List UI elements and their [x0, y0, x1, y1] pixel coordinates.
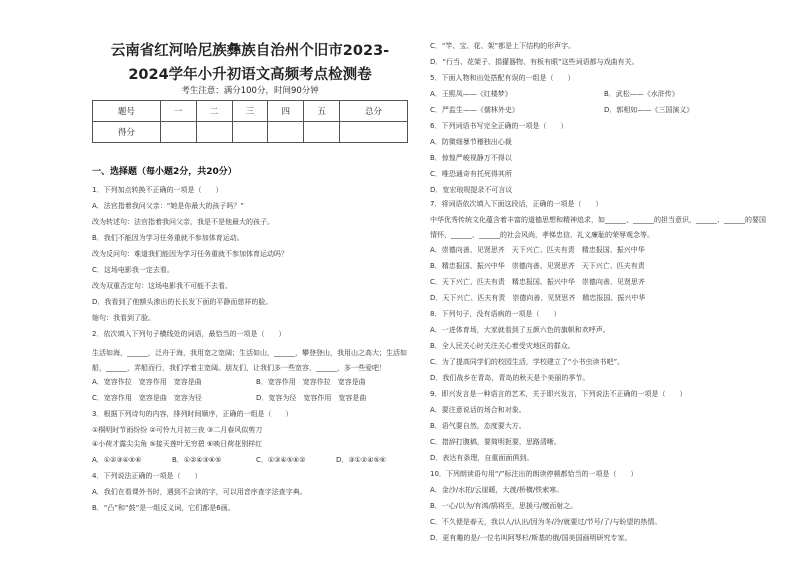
score-header-cell: 四	[268, 101, 304, 122]
question-line: 改为转述句：法官指着我问父亲，我是不是他最大的孩子。	[92, 218, 274, 226]
score-header-cell: 五	[304, 101, 340, 122]
option-q8-c[interactable]: C．为了提高同学们的校园生活，学校建立了“小书虫读书吧”。	[430, 358, 625, 366]
score-table-header-row	[93, 101, 408, 122]
question-line: D．“行当、花架子、捐獾器物、有板有眼”这些词语都与戏曲有关。	[430, 58, 639, 66]
option-q5-a[interactable]: A．王熙凤——《红楼梦》	[430, 90, 512, 98]
option-q7-c[interactable]: C．天下兴亡、匹夫有责 精忠报国、振兴中华 崇德向善、见贤思齐	[430, 278, 645, 286]
score-cell[interactable]	[340, 122, 408, 143]
score-cell[interactable]	[268, 122, 304, 143]
score-cell[interactable]	[196, 122, 232, 143]
score-header-cell: 二	[196, 101, 232, 122]
option-q3-c[interactable]: C．①③④⑤⑥②	[256, 456, 306, 464]
score-cell[interactable]	[304, 122, 340, 143]
option-q9-a[interactable]: A．要注意说话的场合和对象。	[430, 406, 526, 414]
score-header-cell: 总分	[340, 101, 408, 122]
question-line: 改为双重否定句：这场电影我不可能不去看。	[92, 282, 232, 290]
option-q10-b[interactable]: B．一心/以为/有鸿/鹄将至，思援弓/缴而射之。	[430, 502, 578, 510]
question-line: 6．下列词语书写完全正确的一项是（ ）	[430, 122, 568, 130]
option-q8-d[interactable]: D．我们战乡在青岛，青岛的秋天是个美丽的季节。	[430, 374, 590, 382]
score-cell[interactable]	[160, 122, 196, 143]
question-line: ①桐明时节雨纷纷 ②可怜九月初三夜 ③二月春风似剪刀	[92, 426, 263, 434]
question-passage: 中华优秀传统文化蕴含着丰富的道德思想和精神追求，如______、______的担当意识，______、______的要国情怀，______、______的社会风尚，孝悌忠信、礼义廉耻的荣辱观念等。	[430, 216, 766, 239]
question-line: D．我看到了他额头渗出的长长发下面的平静而慈祥的脸。	[92, 298, 273, 306]
question-line: A．法官指着我问父亲：“她是你最大的孩子吗？”	[92, 202, 245, 210]
option-q3-b[interactable]: B．①②④③⑥⑤	[172, 456, 222, 464]
question-line: 改为反问句：难道我们能因为学习任务重就不参加体育运动吗？	[92, 250, 288, 258]
option-q6-d[interactable]: D．宽宏琅规提录不可言议	[430, 186, 513, 194]
score-header-cell: 三	[232, 101, 268, 122]
question-line: B．“凸”和“鼓”是一组反义词，它们都是6画。	[92, 504, 235, 512]
question-line: 7．将词语依次填入下面这段话，正确的一项是（ ）	[430, 200, 603, 208]
question-line: 5．下面人物和出处搭配有误的一组是（ ）	[430, 74, 575, 82]
score-header-cell: 一	[160, 101, 196, 122]
option-q10-d[interactable]: D．更有趣的是/一位名叫阿琴杉/斯基的俄/国美国画明研究专家。	[430, 534, 632, 542]
score-row-label: 得分	[93, 122, 161, 143]
option-q6-c[interactable]: C．唯恐通奇有托死得其所	[430, 170, 512, 178]
score-cell[interactable]	[232, 122, 268, 143]
option-q2-b[interactable]: B．宽容作用 宽容作拉 宽容是曲	[256, 378, 366, 386]
score-header-cell: 题号	[93, 101, 161, 122]
option-q10-a[interactable]: A．金沙/水拍/云崖暖，大渡/桥横/铁索寒。	[430, 486, 564, 494]
score-table-score-row	[93, 122, 408, 143]
question-line: B．我们不能因为学习任务重就不参加体育运动。	[92, 234, 244, 242]
question-line: 缩句：我看到了脸。	[92, 314, 155, 322]
option-q9-d[interactable]: D．表达有条理，自重面面俱到。	[430, 454, 534, 462]
question-line: 2．依次填入下列句子横线处的词语，最恰当的一项是（ ）	[92, 330, 286, 338]
question-line: C．“竿、宝、花、架”都是上下结构的形声字。	[430, 42, 576, 50]
option-q3-d[interactable]: D．③①②④⑤⑥	[336, 456, 387, 464]
option-q5-c[interactable]: C．严监生——《儒林外史》	[430, 106, 519, 114]
option-q6-b[interactable]: B．惊惶严峻视静万不得以	[430, 154, 512, 162]
option-q10-c[interactable]: C．不久便是春天，我以人/认出/因为冬/冷/就要过/节号/了/与盼望的热情。	[430, 518, 662, 526]
option-q7-d[interactable]: D．天下兴亡、匹夫有责 崇德向善、见贤思齐 精忠报国、振兴中华	[430, 294, 646, 302]
question-line: 4．下列说法正确的一项是（ ）	[92, 472, 202, 480]
question-line: 3．根据下列诗句的内容，排列时间顺序，正确的一组是（ ）	[92, 410, 293, 418]
page-title: 云南省红河哈尼族彝族自治州个旧市2023-2024学年小升初语文高频考点检测卷	[110, 43, 390, 83]
option-q7-a[interactable]: A．崇德向善、见贤思齐 天下兴亡、匹夫有责 精忠报国、振兴中华	[430, 246, 645, 254]
option-q8-b[interactable]: B．全人民关心时关注关心着受灾地区的群众。	[430, 342, 575, 350]
question-line: C．这场电影我一定去看。	[92, 266, 174, 274]
question-line: 8．下列句子，没有语病的一项是（ ）	[430, 310, 561, 318]
option-q2-c[interactable]: C．宽容作用 宽容是曲 宽容为径	[92, 394, 202, 402]
exam-note: 考生注意：满分100分，时间90分钟	[181, 86, 319, 96]
option-q9-c[interactable]: C．措辞打腹稿，要简明扼要，思路清晰。	[430, 438, 561, 446]
option-q3-a[interactable]: A．①②③④⑤⑥	[92, 456, 142, 464]
question-line: ④小荷才露尖尖角 ⑤接天莲叶无穷碧 ⑥映日荷花别样红	[92, 440, 263, 448]
question-line: 1．下列加点转换不正确的一项是（ ）	[92, 186, 223, 194]
option-q7-b[interactable]: B．精忠报国、振兴中华 崇德向善、见贤思齐 天下兴亡、匹夫有责	[430, 262, 645, 270]
option-q2-d[interactable]: D．宽容为径 宽容作用 宽容是曲	[256, 394, 367, 402]
option-q5-b[interactable]: B．武松——《水浒传》	[604, 90, 679, 98]
option-q6-a[interactable]: A．防微细暴节稽独出心裁	[430, 138, 512, 146]
question-line: 10．下列朗读语句用“/”标注出的朗读停顿都恰当的一项是（ ）	[430, 470, 638, 478]
option-q2-a[interactable]: A．宽容作拉 宽容作用 宽容是曲	[92, 378, 202, 386]
question-line: A．我们在看课外书时，遇到不会读的字，可以用音序查字法查字典。	[92, 488, 307, 496]
question-line: 9．即兴发言是一种语言的艺术，关于即兴发言，下列说法不正确的一项是（ ）	[430, 390, 687, 398]
option-q8-a[interactable]: A．一进体育场，大家就看到了五颜六色的旗帜和欢呼声。	[430, 326, 610, 334]
option-q5-d[interactable]: D．郭相如——《三国演义》	[604, 106, 694, 114]
question-passage: 生活如海，______，泛舟于海，我用宽之宽阔；生活如山，______，攀登登山，我用山之高大；生活如船，______，弄船而行，我们学着主宽阔。朋友们，让我们多一些宽容，______，多一些爱吧！	[92, 349, 407, 372]
option-q9-b[interactable]: B．语气要自然，态度要大方。	[430, 422, 526, 430]
section-heading: 一、选择题（每小题2分，共20分）	[92, 167, 237, 177]
score-table	[92, 100, 408, 143]
